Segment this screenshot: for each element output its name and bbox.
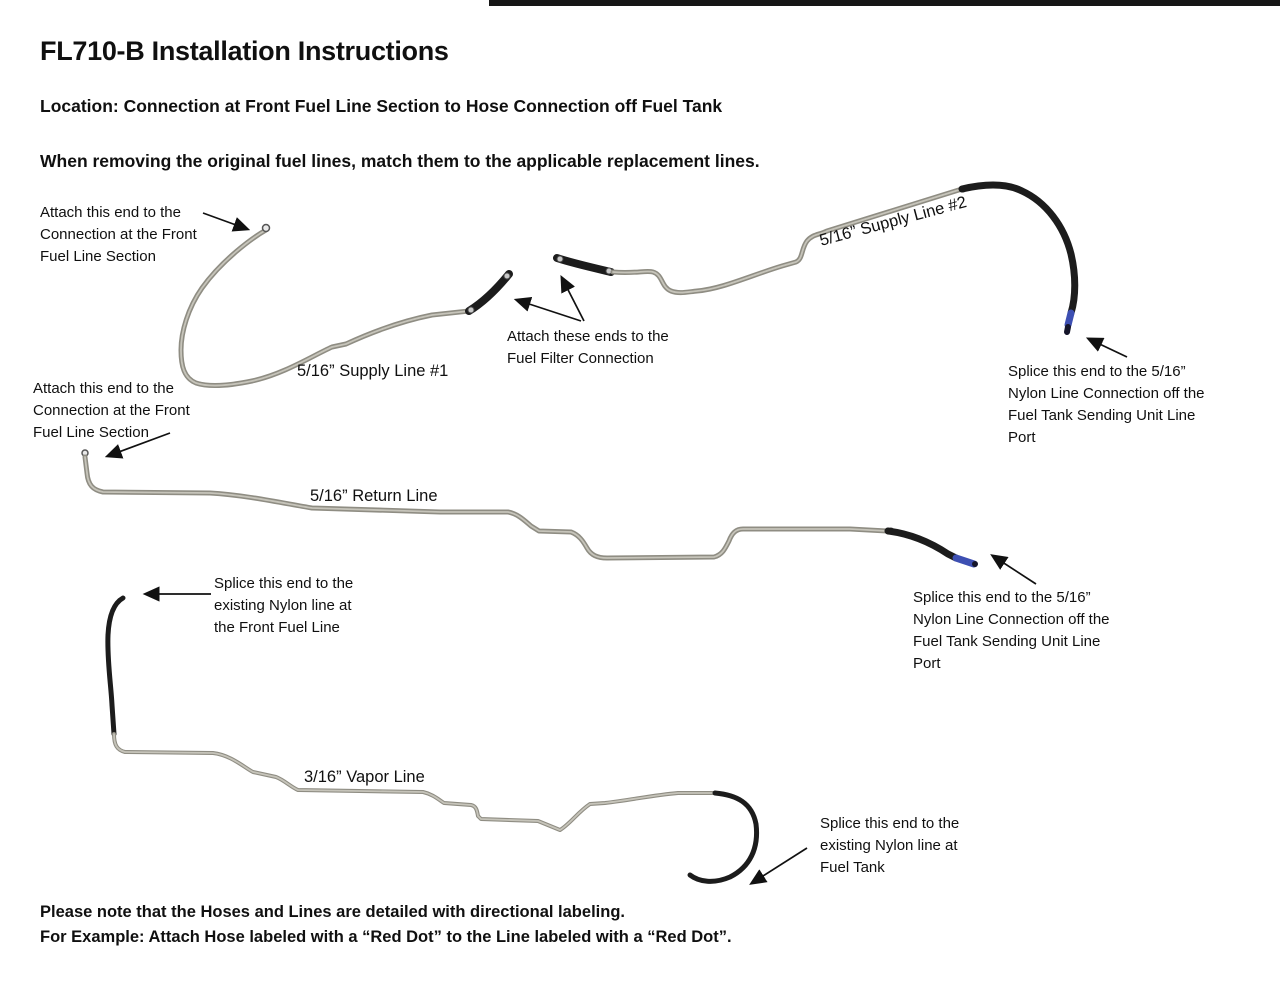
location-subtitle: Location: Connection at Front Fuel Line Section to Hose Connection off Fuel Tank xyxy=(40,96,723,116)
label-return-line: 5/16” Return Line xyxy=(310,487,438,505)
vapor-line-tank-hook xyxy=(690,793,757,881)
arrow-attach-front-1 xyxy=(203,213,247,229)
footer-note-1: Please note that the Hoses and Lines are detailed with directional labeling. xyxy=(40,903,625,921)
arrow-filter-right xyxy=(562,278,584,321)
return-line-tank-hose xyxy=(888,531,956,558)
vapor-line xyxy=(108,598,757,881)
annotation-splice-sending-2: Splice this end to the 5/16” Nylon Line Connection off the Fuel Tank Sending Unit Line Port xyxy=(913,589,1110,672)
arrow-supply2-end xyxy=(1089,339,1127,357)
label-supply-line-2: 5/16” Supply Line #2 xyxy=(817,193,969,250)
annotation-splice-front-line: Splice this end to the existing Nylon line at the Front Fuel Line xyxy=(214,575,354,636)
label-vapor-line: 3/16” Vapor Line xyxy=(304,768,425,786)
arrow-vapor-end xyxy=(752,848,807,883)
supply-line-2 xyxy=(557,185,1075,332)
annotation-arrows xyxy=(108,213,1127,883)
supply-line-1-hose xyxy=(469,274,509,311)
annotation-attach-filter: Attach these ends to the Fuel Filter Connection xyxy=(507,328,669,367)
label-supply-line-1: 5/16” Supply Line #1 xyxy=(297,362,449,380)
supply-line-2-tank-hose xyxy=(962,185,1075,313)
annotation-splice-fuel-tank: Splice this end to the existing Nylon line at Fuel Tank xyxy=(820,815,960,876)
annotation-attach-front-1: Attach this end to the Connection at the Front Fuel Line Section xyxy=(40,204,197,265)
supply-line-2-filter-hose xyxy=(557,258,611,272)
footer-note-2: For Example: Attach Hose labeled with a “Red Dot” to the Line labeled with a “Red Dot”. xyxy=(40,928,732,946)
vapor-line-front-hose xyxy=(108,598,123,734)
removal-note: When removing the original fuel lines, match them to the applicable replacement lines. xyxy=(40,151,760,171)
return-line-blue-fitting xyxy=(956,558,974,564)
annotation-splice-sending-1: Splice this end to the 5/16” Nylon Line Connection off the Fuel Tank Sending Unit Line Port xyxy=(1008,363,1205,446)
supply-line-1-end-fitting xyxy=(263,225,270,232)
return-line xyxy=(82,450,978,567)
supply-line-2-blue-fitting xyxy=(1068,313,1071,325)
arrow-filter-left xyxy=(517,300,581,321)
annotation-attach-front-2: Attach this end to the Connection at the Front Fuel Line Section xyxy=(33,380,190,441)
page-title: FL710-B Installation Instructions xyxy=(40,36,449,66)
arrow-return-end xyxy=(993,556,1036,584)
